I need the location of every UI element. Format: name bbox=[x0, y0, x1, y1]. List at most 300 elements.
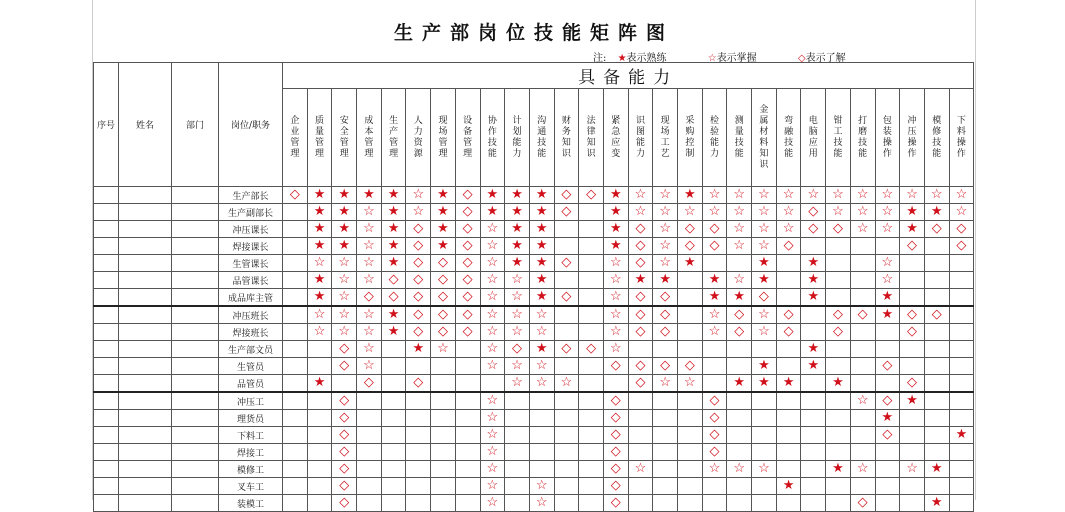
diamond-icon: ◇ bbox=[455, 221, 480, 238]
ability-label: 沟通技能 bbox=[537, 115, 547, 159]
star-empty-icon: ☆ bbox=[357, 204, 382, 221]
empty-cell bbox=[826, 495, 851, 512]
role-cell: 焊接课长 bbox=[219, 238, 283, 255]
ability-label: 识图能力 bbox=[635, 115, 645, 159]
empty-cell bbox=[826, 427, 851, 444]
empty-cell bbox=[678, 495, 703, 512]
star-empty-icon: ☆ bbox=[357, 341, 382, 358]
empty-cell bbox=[653, 444, 678, 461]
seq-cell bbox=[94, 341, 119, 358]
name-cell bbox=[119, 324, 172, 341]
table-row bbox=[94, 478, 974, 495]
seq-cell bbox=[94, 375, 119, 393]
empty-cell bbox=[579, 427, 604, 444]
diamond-icon: ◇ bbox=[505, 341, 530, 358]
empty-cell bbox=[283, 427, 308, 444]
ability-label: 安全管理 bbox=[339, 115, 349, 159]
legend-diamond-text: 表示了解 bbox=[805, 53, 846, 64]
empty-cell bbox=[924, 341, 949, 358]
star-full-icon: ★ bbox=[924, 204, 949, 221]
diamond-icon: ◇ bbox=[455, 324, 480, 341]
diamond-icon: ◇ bbox=[332, 495, 357, 512]
empty-cell bbox=[924, 410, 949, 427]
table-row bbox=[94, 289, 974, 307]
empty-cell bbox=[554, 358, 579, 375]
empty-cell bbox=[900, 495, 925, 512]
table-row bbox=[94, 358, 974, 375]
role-cell: 冲压班长 bbox=[219, 306, 283, 324]
empty-cell bbox=[702, 341, 727, 358]
table-row bbox=[94, 255, 974, 272]
ability-header bbox=[752, 89, 777, 187]
empty-cell bbox=[653, 410, 678, 427]
empty-cell bbox=[554, 272, 579, 289]
ability-label: 采购控制 bbox=[685, 115, 695, 159]
empty-cell bbox=[727, 444, 752, 461]
star-empty-icon: ☆ bbox=[850, 204, 875, 221]
empty-cell bbox=[579, 495, 604, 512]
star-full-icon: ★ bbox=[702, 272, 727, 289]
diamond-icon: ◇ bbox=[455, 272, 480, 289]
empty-cell bbox=[801, 478, 826, 495]
header-seq: 序号 bbox=[94, 63, 119, 187]
empty-cell bbox=[924, 289, 949, 307]
star-empty-icon: ☆ bbox=[603, 341, 628, 358]
empty-cell bbox=[406, 495, 431, 512]
empty-cell bbox=[850, 341, 875, 358]
ability-label: 检验能力 bbox=[710, 115, 720, 159]
table-row bbox=[94, 272, 974, 289]
dept-cell bbox=[172, 306, 219, 324]
empty-cell bbox=[283, 324, 308, 341]
table-row bbox=[94, 427, 974, 444]
empty-cell bbox=[579, 358, 604, 375]
empty-cell bbox=[381, 392, 406, 410]
empty-cell bbox=[702, 358, 727, 375]
empty-cell bbox=[678, 478, 703, 495]
empty-cell bbox=[283, 255, 308, 272]
ability-header bbox=[727, 89, 752, 187]
diamond-icon: ◇ bbox=[603, 495, 628, 512]
star-empty-icon: ☆ bbox=[900, 187, 925, 204]
seq-cell bbox=[94, 461, 119, 478]
ability-header bbox=[875, 89, 900, 187]
empty-cell bbox=[949, 444, 974, 461]
star-empty-icon: ☆ bbox=[752, 306, 777, 324]
star-full-icon: ★ bbox=[529, 272, 554, 289]
empty-cell bbox=[949, 272, 974, 289]
empty-cell bbox=[900, 410, 925, 427]
empty-cell bbox=[678, 461, 703, 478]
diamond-icon: ◇ bbox=[702, 238, 727, 255]
diamond-icon: ◇ bbox=[628, 324, 653, 341]
diamond-icon: ◇ bbox=[332, 341, 357, 358]
star-empty-icon: ☆ bbox=[332, 272, 357, 289]
empty-cell bbox=[801, 375, 826, 393]
diamond-icon: ◇ bbox=[628, 238, 653, 255]
diamond-icon: ◇ bbox=[554, 187, 579, 204]
star-empty-icon: ☆ bbox=[702, 306, 727, 324]
empty-cell bbox=[381, 375, 406, 393]
diamond-icon: ◇ bbox=[603, 478, 628, 495]
seq-cell bbox=[94, 478, 119, 495]
ability-header bbox=[431, 89, 456, 187]
empty-cell bbox=[628, 427, 653, 444]
star-empty-icon: ☆ bbox=[752, 221, 777, 238]
diamond-icon: ◇ bbox=[431, 324, 456, 341]
empty-cell bbox=[307, 410, 332, 427]
empty-cell bbox=[579, 375, 604, 393]
empty-cell bbox=[579, 478, 604, 495]
empty-cell bbox=[924, 324, 949, 341]
empty-cell bbox=[283, 306, 308, 324]
star-empty-icon: ☆ bbox=[480, 289, 505, 307]
star-empty-icon: ☆ bbox=[332, 289, 357, 307]
diamond-icon: ◇ bbox=[603, 461, 628, 478]
star-full-icon: ★ bbox=[900, 221, 925, 238]
empty-cell bbox=[603, 375, 628, 393]
empty-cell bbox=[579, 221, 604, 238]
empty-cell bbox=[826, 255, 851, 272]
star-full-icon: ★ bbox=[875, 289, 900, 307]
empty-cell bbox=[406, 410, 431, 427]
empty-cell bbox=[727, 255, 752, 272]
empty-cell bbox=[307, 461, 332, 478]
empty-cell bbox=[554, 478, 579, 495]
empty-cell bbox=[357, 392, 382, 410]
empty-cell bbox=[357, 427, 382, 444]
star-full-icon: ★ bbox=[900, 392, 925, 410]
dept-cell bbox=[172, 444, 219, 461]
ability-label: 包装操作 bbox=[882, 115, 892, 159]
empty-cell bbox=[850, 410, 875, 427]
star-empty-icon: ☆ bbox=[480, 444, 505, 461]
ability-label: 成本管理 bbox=[364, 115, 374, 159]
star-empty-icon: ☆ bbox=[653, 238, 678, 255]
empty-cell bbox=[776, 427, 801, 444]
empty-cell bbox=[678, 272, 703, 289]
star-empty-icon: ☆ bbox=[727, 204, 752, 221]
diamond-icon: ◇ bbox=[797, 53, 806, 64]
diamond-icon: ◇ bbox=[702, 392, 727, 410]
star-empty-icon: ☆ bbox=[707, 53, 717, 64]
star-full-icon: ★ bbox=[307, 238, 332, 255]
diamond-icon: ◇ bbox=[653, 358, 678, 375]
name-cell bbox=[119, 255, 172, 272]
star-empty-icon: ☆ bbox=[505, 272, 530, 289]
empty-cell bbox=[653, 427, 678, 444]
dept-cell bbox=[172, 289, 219, 307]
empty-cell bbox=[283, 341, 308, 358]
star-empty-icon: ☆ bbox=[357, 324, 382, 341]
diamond-icon: ◇ bbox=[826, 306, 851, 324]
star-empty-icon: ☆ bbox=[480, 461, 505, 478]
empty-cell bbox=[875, 238, 900, 255]
star-full-icon: ★ bbox=[332, 204, 357, 221]
star-full-icon: ★ bbox=[332, 221, 357, 238]
ability-label: 财务知识 bbox=[561, 115, 571, 159]
star-empty-icon: ☆ bbox=[529, 358, 554, 375]
empty-cell bbox=[924, 478, 949, 495]
star-empty-icon: ☆ bbox=[480, 392, 505, 410]
diamond-icon: ◇ bbox=[381, 272, 406, 289]
star-empty-icon: ☆ bbox=[357, 221, 382, 238]
star-empty-icon: ☆ bbox=[776, 204, 801, 221]
name-cell bbox=[119, 375, 172, 393]
empty-cell bbox=[678, 392, 703, 410]
diamond-icon: ◇ bbox=[406, 272, 431, 289]
empty-cell bbox=[949, 341, 974, 358]
empty-cell bbox=[381, 495, 406, 512]
diamond-icon: ◇ bbox=[875, 427, 900, 444]
diamond-icon: ◇ bbox=[603, 358, 628, 375]
empty-cell bbox=[505, 392, 530, 410]
dept-cell bbox=[172, 461, 219, 478]
star-full-icon: ★ bbox=[529, 238, 554, 255]
empty-cell bbox=[801, 238, 826, 255]
star-empty-icon: ☆ bbox=[850, 392, 875, 410]
empty-cell bbox=[431, 427, 456, 444]
seq-cell bbox=[94, 358, 119, 375]
diamond-icon: ◇ bbox=[628, 221, 653, 238]
diamond-icon: ◇ bbox=[900, 238, 925, 255]
empty-cell bbox=[924, 427, 949, 444]
star-empty-icon: ☆ bbox=[332, 306, 357, 324]
diamond-icon: ◇ bbox=[826, 324, 851, 341]
ability-header bbox=[505, 89, 530, 187]
role-cell: 理货员 bbox=[219, 410, 283, 427]
star-empty-icon: ☆ bbox=[653, 187, 678, 204]
star-empty-icon: ☆ bbox=[875, 255, 900, 272]
empty-cell bbox=[529, 444, 554, 461]
ability-header bbox=[381, 89, 406, 187]
diamond-icon: ◇ bbox=[332, 392, 357, 410]
role-cell: 生产部文员 bbox=[219, 341, 283, 358]
star-empty-icon: ☆ bbox=[727, 461, 752, 478]
diamond-icon: ◇ bbox=[406, 289, 431, 307]
star-empty-icon: ☆ bbox=[628, 204, 653, 221]
star-empty-icon: ☆ bbox=[801, 187, 826, 204]
star-empty-icon: ☆ bbox=[727, 187, 752, 204]
empty-cell bbox=[949, 495, 974, 512]
role-cell: 焊接班长 bbox=[219, 324, 283, 341]
star-full-icon: ★ bbox=[332, 238, 357, 255]
star-empty-icon: ☆ bbox=[480, 255, 505, 272]
empty-cell bbox=[801, 427, 826, 444]
star-empty-icon: ☆ bbox=[505, 306, 530, 324]
empty-cell bbox=[431, 375, 456, 393]
empty-cell bbox=[431, 392, 456, 410]
dept-cell bbox=[172, 255, 219, 272]
dept-cell bbox=[172, 272, 219, 289]
star-full-icon: ★ bbox=[752, 272, 777, 289]
empty-cell bbox=[949, 392, 974, 410]
star-empty-icon: ☆ bbox=[431, 341, 456, 358]
role-cell: 冲压工 bbox=[219, 392, 283, 410]
star-full-icon: ★ bbox=[431, 221, 456, 238]
star-empty-icon: ☆ bbox=[357, 255, 382, 272]
empty-cell bbox=[949, 289, 974, 307]
star-empty-icon: ☆ bbox=[307, 324, 332, 341]
empty-cell bbox=[505, 427, 530, 444]
role-cell: 生产部长 bbox=[219, 187, 283, 204]
star-empty-icon: ☆ bbox=[480, 238, 505, 255]
star-empty-icon: ☆ bbox=[826, 204, 851, 221]
table-row bbox=[94, 324, 974, 341]
star-full-icon: ★ bbox=[752, 358, 777, 375]
empty-cell bbox=[431, 410, 456, 427]
empty-cell bbox=[307, 427, 332, 444]
diamond-icon: ◇ bbox=[628, 289, 653, 307]
star-full-icon: ★ bbox=[529, 341, 554, 358]
diamond-icon: ◇ bbox=[431, 255, 456, 272]
empty-cell bbox=[752, 444, 777, 461]
empty-cell bbox=[653, 392, 678, 410]
star-empty-icon: ☆ bbox=[480, 495, 505, 512]
empty-cell bbox=[554, 221, 579, 238]
role-cell: 生管员 bbox=[219, 358, 283, 375]
diamond-icon: ◇ bbox=[900, 375, 925, 393]
empty-cell bbox=[406, 427, 431, 444]
star-full-icon: ★ bbox=[381, 238, 406, 255]
empty-cell bbox=[826, 341, 851, 358]
star-empty-icon: ☆ bbox=[603, 272, 628, 289]
table-row bbox=[94, 204, 974, 221]
empty-cell bbox=[579, 444, 604, 461]
star-full-icon: ★ bbox=[307, 289, 332, 307]
star-empty-icon: ☆ bbox=[529, 375, 554, 393]
empty-cell bbox=[579, 306, 604, 324]
ability-label: 冲压操作 bbox=[907, 115, 917, 159]
star-empty-icon: ☆ bbox=[678, 375, 703, 393]
star-empty-icon: ☆ bbox=[678, 204, 703, 221]
empty-cell bbox=[357, 410, 382, 427]
star-empty-icon: ☆ bbox=[826, 187, 851, 204]
empty-cell bbox=[283, 410, 308, 427]
empty-cell bbox=[505, 461, 530, 478]
star-full-icon: ★ bbox=[752, 255, 777, 272]
star-empty-icon: ☆ bbox=[603, 324, 628, 341]
empty-cell bbox=[628, 410, 653, 427]
empty-cell bbox=[678, 341, 703, 358]
empty-cell bbox=[776, 410, 801, 427]
header-ability-group: 具备能力 bbox=[283, 63, 974, 89]
role-cell: 焊接工 bbox=[219, 444, 283, 461]
name-cell bbox=[119, 444, 172, 461]
table-row bbox=[94, 187, 974, 204]
empty-cell bbox=[752, 410, 777, 427]
diamond-icon: ◇ bbox=[628, 375, 653, 393]
empty-cell bbox=[924, 358, 949, 375]
star-empty-icon: ☆ bbox=[702, 324, 727, 341]
diamond-icon: ◇ bbox=[949, 238, 974, 255]
star-full-icon: ★ bbox=[603, 221, 628, 238]
empty-cell bbox=[431, 495, 456, 512]
empty-cell bbox=[924, 238, 949, 255]
diamond-icon: ◇ bbox=[431, 306, 456, 324]
diamond-icon: ◇ bbox=[826, 221, 851, 238]
name-cell bbox=[119, 461, 172, 478]
empty-cell bbox=[381, 461, 406, 478]
diamond-icon: ◇ bbox=[579, 341, 604, 358]
empty-cell bbox=[628, 392, 653, 410]
empty-cell bbox=[900, 272, 925, 289]
diamond-icon: ◇ bbox=[455, 238, 480, 255]
ability-label: 设备管理 bbox=[463, 115, 473, 159]
empty-cell bbox=[776, 392, 801, 410]
ability-label: 现场管理 bbox=[438, 115, 448, 159]
ability-label: 质量管理 bbox=[315, 115, 325, 159]
empty-cell bbox=[554, 444, 579, 461]
name-cell bbox=[119, 306, 172, 324]
star-empty-icon: ☆ bbox=[900, 461, 925, 478]
empty-cell bbox=[653, 341, 678, 358]
empty-cell bbox=[850, 324, 875, 341]
star-full-icon: ★ bbox=[307, 187, 332, 204]
seq-cell bbox=[94, 324, 119, 341]
empty-cell bbox=[776, 341, 801, 358]
star-empty-icon: ☆ bbox=[949, 187, 974, 204]
role-cell: 生管课长 bbox=[219, 255, 283, 272]
name-cell bbox=[119, 204, 172, 221]
diamond-icon: ◇ bbox=[702, 410, 727, 427]
star-full-icon: ★ bbox=[949, 427, 974, 444]
empty-cell bbox=[702, 375, 727, 393]
empty-cell bbox=[653, 461, 678, 478]
empty-cell bbox=[406, 392, 431, 410]
legend-star-full-text: 表示熟练 bbox=[626, 53, 667, 64]
empty-cell bbox=[307, 478, 332, 495]
diamond-icon: ◇ bbox=[332, 444, 357, 461]
star-empty-icon: ☆ bbox=[480, 478, 505, 495]
star-empty-icon: ☆ bbox=[924, 187, 949, 204]
star-full-icon: ★ bbox=[381, 255, 406, 272]
star-full-icon: ★ bbox=[381, 306, 406, 324]
seq-cell bbox=[94, 221, 119, 238]
role-cell: 模修工 bbox=[219, 461, 283, 478]
empty-cell bbox=[678, 427, 703, 444]
empty-cell bbox=[850, 272, 875, 289]
star-empty-icon: ☆ bbox=[628, 187, 653, 204]
role-cell: 下料工 bbox=[219, 427, 283, 444]
star-full-icon: ★ bbox=[653, 272, 678, 289]
empty-cell bbox=[949, 478, 974, 495]
empty-cell bbox=[826, 272, 851, 289]
diamond-icon: ◇ bbox=[752, 289, 777, 307]
empty-cell bbox=[801, 306, 826, 324]
star-full-icon: ★ bbox=[776, 478, 801, 495]
empty-cell bbox=[455, 495, 480, 512]
diamond-icon: ◇ bbox=[381, 289, 406, 307]
star-empty-icon: ☆ bbox=[307, 255, 332, 272]
role-cell: 品管课长 bbox=[219, 272, 283, 289]
star-full-icon: ★ bbox=[801, 358, 826, 375]
empty-cell bbox=[455, 410, 480, 427]
diamond-icon: ◇ bbox=[900, 324, 925, 341]
ability-header bbox=[900, 89, 925, 187]
ability-label: 弯融技能 bbox=[784, 115, 794, 159]
empty-cell bbox=[801, 495, 826, 512]
empty-cell bbox=[455, 461, 480, 478]
empty-cell bbox=[579, 392, 604, 410]
dept-cell bbox=[172, 375, 219, 393]
empty-cell bbox=[678, 444, 703, 461]
empty-cell bbox=[283, 272, 308, 289]
ability-header bbox=[949, 89, 974, 187]
ability-label: 电脑应用 bbox=[808, 115, 818, 159]
empty-cell bbox=[381, 410, 406, 427]
empty-cell bbox=[949, 306, 974, 324]
